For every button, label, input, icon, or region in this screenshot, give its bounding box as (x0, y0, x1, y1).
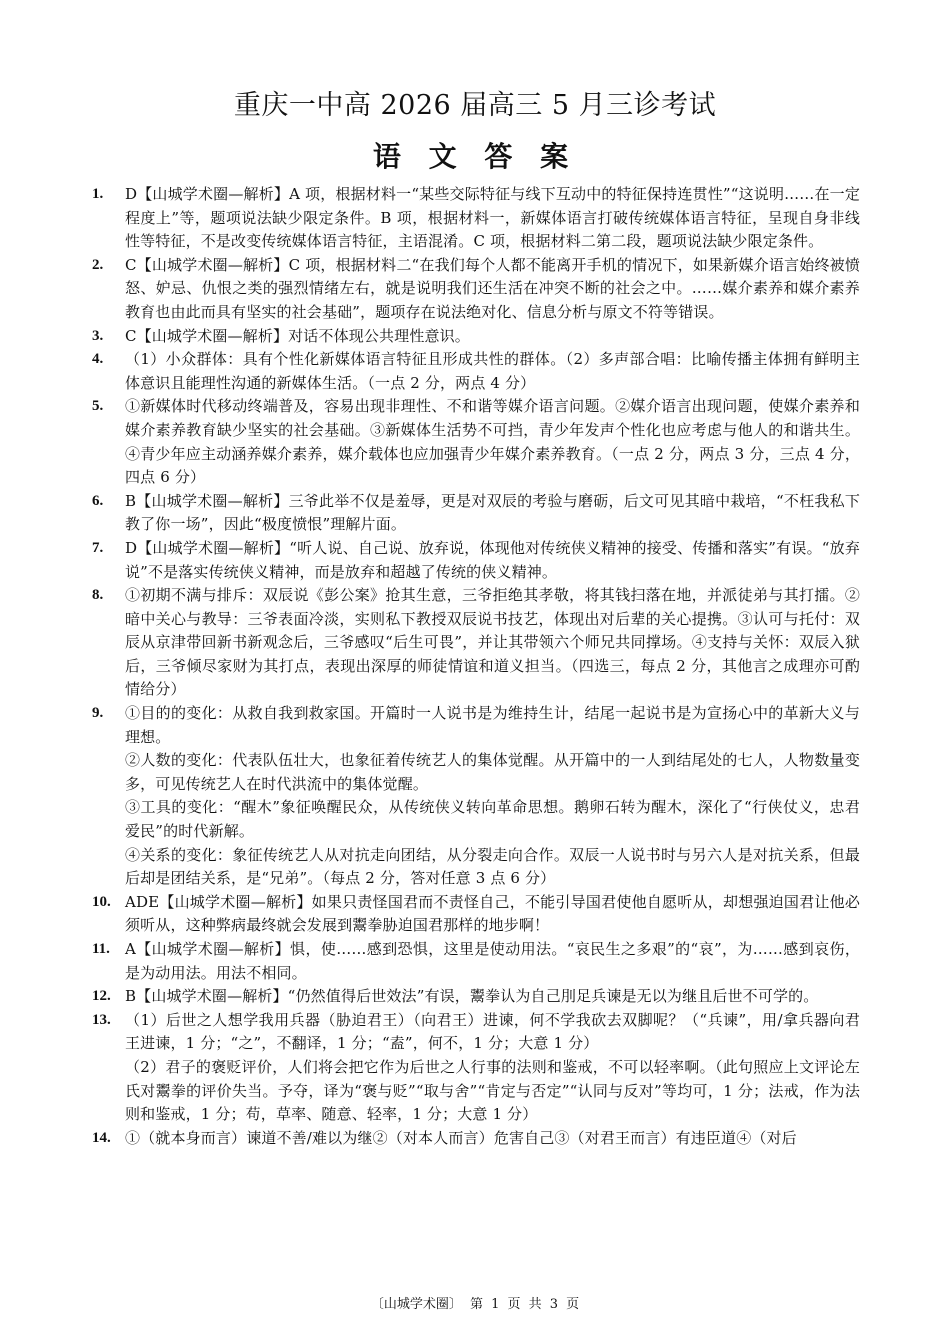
answer-number: 5. (92, 398, 104, 415)
answer-body (125, 702, 860, 891)
answer-item (92, 938, 860, 985)
answer-paragraph: （1）后世之人想学我用兵器（胁迫君王）（向君王）进谏，何不学我砍去双脚呢？（“兵谏”，用/拿兵器向君王进谏，1 分；“之”，不翻译，1 分；“盍”，何不，1 分；大意 1 分） (125, 1010, 860, 1053)
answer-paragraph: ①初期不满与排斥：双辰说《彭公案》抢其生意，三爷拒绝其孝敬，将其钱扫落在地，并派徒弟与其打擂。②暗中关心与教导：三爷表面冷淡，实则私下教授双辰说书技艺，体现出对后辈的关心提携。③认可与托付：双辰从京津带回新书新观念后，三爷感叹“后生可畏”，并让其带领六个师兄共同撑场。④支持与关怀：双辰入狱后，三爷倾尽家财为其打点，表现出深厚的师徒情谊和道义担当。（四选三，每点 2 分，其他言之成理亦可酌情给分） (125, 586, 860, 699)
answer-paragraph: （1）小众群体：具有个性化新媒体语言特征且形成共性的群体。（2）多声部合唱：比喻传播主体拥有鲜明主体意识且能理性沟通的新媒体生活。（一点 2 分，两点 4 分） (125, 350, 860, 392)
answer-number: 8. (92, 587, 104, 604)
answer-paragraph: B【山城学术圈—解析】“仍然值得后世效法”有误，鬻拳认为自己刖足兵谏是无以为继且后世不可学的。 (125, 987, 819, 1006)
answer-item (92, 891, 860, 938)
answer-body (125, 1009, 860, 1127)
answer-body (125, 891, 860, 938)
answer-item (92, 702, 860, 891)
answer-item (92, 183, 860, 254)
answer-paragraph: C【山城学术圈—解析】C 项，根据材料二“在我们每个人都不能离开手机的情况下，如果新媒介语言始终被愤怒、妒忌、仇恨之类的强烈情绪左右，就是说明我们还生活在冲突不断的社会之中。……媒介素养和媒介素养教育也由此而具有坚实的社会基础”，题项存在说法绝对化、信息分析与原文不符等错误。 (125, 255, 860, 321)
answer-body (125, 183, 860, 254)
answer-paragraph: D【山城学术圈—解析】A 项，根据材料一“某些交际特征与线下互动中的特征保持连贯性”“这说明……在一定程度上”等，题项说法缺少限定条件。B 项，根据材料一，新媒体语言打破传统媒体语言特征，呈现自身非线性等特征，不是改变传统媒体语言特征，主语混淆。C 项，根据材料二第二段，题项说法缺少限定条件。 (125, 185, 860, 251)
answer-number: 4. (92, 351, 104, 368)
answer-item (92, 325, 860, 349)
answer-number: 3. (92, 327, 104, 344)
answer-item (92, 490, 860, 537)
answer-paragraph: ③工具的变化：“醒木”象征唤醒民众，从传统侠义转向革命思想。鹅卵石转为醒木，深化了“行侠仗义，忠君爱民”的时代新解。 (125, 798, 860, 841)
answer-number: 1. (92, 186, 104, 202)
answer-item (92, 395, 860, 489)
answer-paragraph: ①目的的变化：从救自我到救家国。开篇时一人说书是为维持生计，结尾一起说书是为宣扬心中的革新大义与理想。 (125, 704, 860, 746)
answer-body (125, 584, 860, 702)
answer-number: 13. (92, 1011, 111, 1028)
answer-number: 6. (92, 492, 104, 509)
answer-item (92, 537, 860, 584)
answer-body (125, 938, 860, 985)
answer-body (125, 490, 860, 537)
answer-number: 2. (92, 256, 104, 273)
answer-paragraph: B【山城学术圈—解析】三爷此举不仅是羞辱，更是对双辰的考验与磨砺，后文可见其暗中栽培，“不枉我私下教了你一场”，因此“极度愤恨”理解片面。 (125, 491, 860, 534)
answer-item (92, 254, 860, 325)
answer-body (125, 1127, 860, 1151)
page-footer: 〔山城学术圈〕 第 1 页 共 3 页 (370, 1297, 580, 1312)
answer-number: 9. (92, 705, 104, 722)
answer-body (125, 395, 860, 489)
answer-paragraph: ADE【山城学术圈—解析】如果只责怪国君而不责怪自己，不能引导国君使他自愿听从，却想强迫国君让他必须听从，这种弊病最终就会发展到鬻拳胁迫国君那样的地步啊！ (125, 892, 860, 935)
answer-body (125, 348, 860, 395)
page-title: 重庆一中高 2026 届高三 5 月三诊考试 (233, 90, 717, 121)
answer-number: 11. (92, 941, 110, 957)
answer-number: 12. (92, 988, 111, 1005)
answer-paragraph: ①新媒体时代移动终端普及，容易出现非理性、不和谐等媒介语言问题。②媒介语言出现问题，使媒介素养和媒介素养教育缺少坚实的社会基础。③新媒体生活势不可挡，青少年发声个性化也应考虑与他人的和谐共生。④青少年应主动涵养媒介素养，媒介载体也应加强青少年媒介素养教育。（一点 2 分，两点 3 分，三点 4 分，四点 6 分） (125, 397, 860, 487)
answer-paragraph: ④关系的变化：象征传统艺人从对抗走向团结，从分裂走向合作。双辰一人说书时与另六人是对抗关系，但最后却是团结关系，是“兄弟”。（每点 2 分，答对任意 3 点 6 分） (125, 845, 860, 888)
answer-number: 10. (92, 893, 111, 910)
answer-item (92, 1009, 860, 1127)
answer-item (92, 348, 860, 395)
answer-paragraph: ②人数的变化：代表队伍壮大，也象征着传统艺人的集体觉醒。从开篇中的一人到结尾处的七人，人物数量变多，可见传统艺人在时代洪流中的集体觉醒。 (125, 751, 860, 793)
answer-number: 14. (92, 1129, 111, 1146)
answer-paragraph: A【山城学术圈—解析】惧，使……感到恐惧，这里是使动用法。“哀民生之多艰”的“哀”，为……感到哀伤，是为动用法。用法不相同。 (125, 940, 860, 982)
answer-body (125, 325, 860, 349)
answer-item (92, 1127, 860, 1151)
page-subtitle: 语 文 答 案 (372, 140, 578, 173)
answer-body (125, 537, 860, 584)
answer-body (125, 985, 860, 1009)
answer-body (125, 254, 860, 325)
answer-paragraph: ①（就本身而言）谏道不善/难以为继②（对本人而言）危害自己③（对君王而言）有违臣道④（对后 (125, 1128, 797, 1147)
answer-list (92, 183, 860, 1150)
answer-paragraph: （2）君子的褒贬评价，人们将会把它作为后世之人行事的法则和鉴戒，不可以轻率啊。（此句照应上文评论左氏对鬻拳的评价失当。予夺，译为“褒与贬”“取与舍”“肯定与否定”“认同与反对”等均可，1 分；法戒，作为法则和鉴戒，1 分；苟，草率、随意、轻率，1 分；大意 1 分） (125, 1057, 860, 1124)
answer-item (92, 584, 860, 702)
answer-item (92, 985, 860, 1009)
answer-paragraph: D【山城学术圈—解析】“听人说、自己说、放弃说，体现他对传统侠义精神的接受、传播和落实”有误。“放弃说”不是落实传统侠义精神，而是放弃和超越了传统的侠义精神。 (125, 538, 860, 581)
answer-paragraph: C【山城学术圈—解析】对话不体现公共理性意识。 (125, 326, 470, 345)
answer-number: 7. (92, 539, 104, 556)
